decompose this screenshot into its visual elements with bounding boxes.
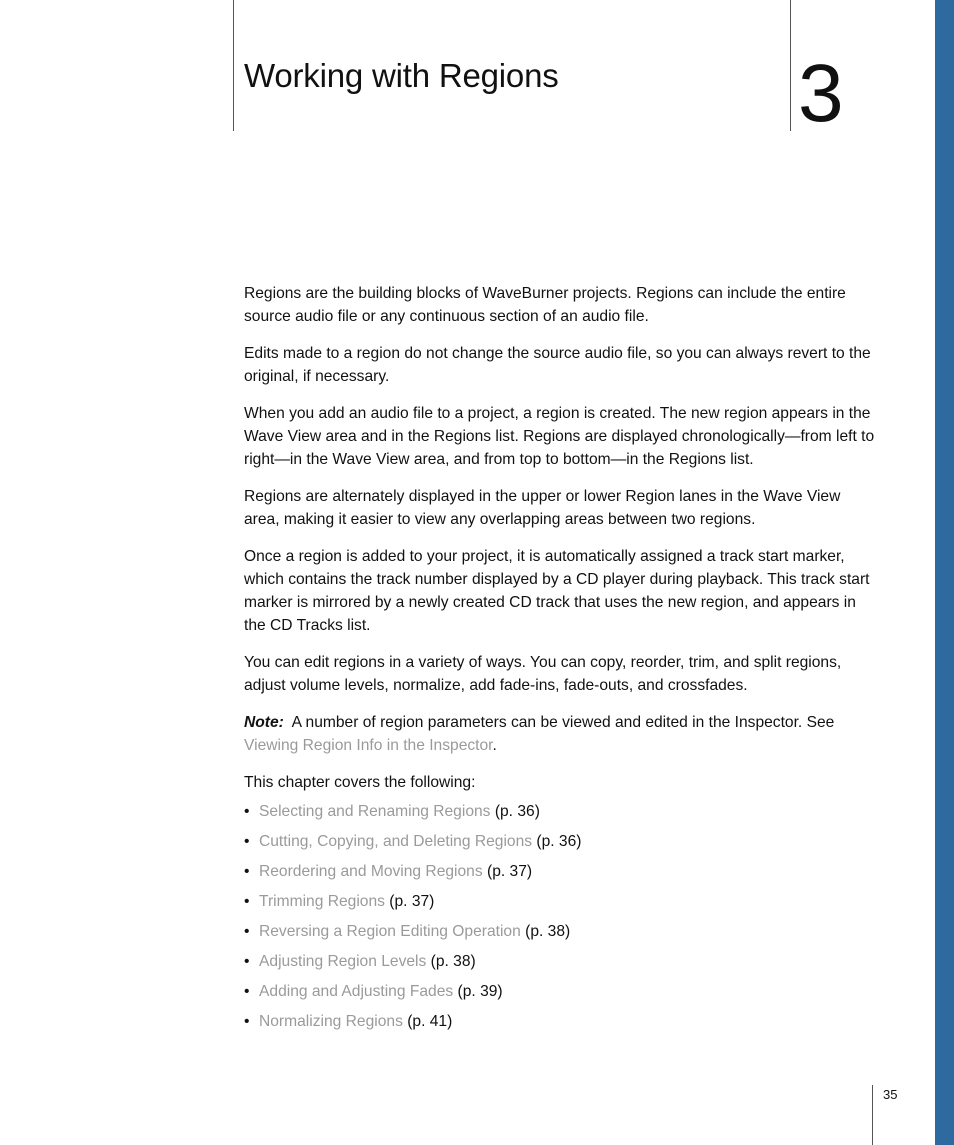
toc-page-ref: (p. 36) (536, 833, 582, 850)
body-paragraph: Regions are alternately displayed in the upper or lower Region lanes in the Wave View area, making it easier to view any overlapping areas between two regions. (244, 488, 841, 528)
toc-link-normalizing[interactable]: Normalizing Regions (259, 1013, 403, 1030)
toc-item (244, 830, 878, 860)
note-paragraph (244, 711, 878, 757)
bullet-icon: • (244, 863, 250, 880)
toc-item (244, 950, 878, 980)
header-rule-right (790, 0, 791, 131)
body-paragraph: When you add an audio file to a project, a region is created. The new region appears in the Wave View area and in the Regions list. Regions are displayed chronologically—from left to right—in the Wave View area, and from top to bottom—in the Regions list. (244, 405, 875, 468)
toc-page-ref: (p. 38) (430, 953, 476, 970)
toc-link-cutting-copying-deleting[interactable]: Cutting, Copying, and Deleting Regions (259, 833, 533, 850)
bullet-icon: • (244, 983, 250, 1000)
chapter-number: 3 (798, 48, 844, 139)
bullet-icon: • (244, 833, 250, 850)
bullet-icon: • (244, 1013, 250, 1030)
toc-link-trimming[interactable]: Trimming Regions (259, 893, 385, 910)
toc-link-reordering-moving[interactable]: Reordering and Moving Regions (259, 863, 483, 880)
toc-page-ref: (p. 37) (389, 893, 435, 910)
chapter-sidebar-tab (935, 0, 954, 1145)
toc-link-selecting-renaming[interactable]: Selecting and Renaming Regions (259, 803, 491, 820)
bullet-icon: • (244, 803, 250, 820)
note-label: Note: (244, 714, 284, 731)
page-number: 35 (883, 1087, 898, 1102)
chapter-body (244, 282, 878, 1040)
note-text: A number of region parameters can be viewed and edited in the Inspector. See (291, 714, 835, 731)
toc-page-ref: (p. 39) (457, 983, 503, 1000)
toc-link-adjusting-levels[interactable]: Adjusting Region Levels (259, 953, 427, 970)
toc-link-adding-fades[interactable]: Adding and Adjusting Fades (259, 983, 454, 1000)
body-paragraph: You can edit regions in a variety of ways. You can copy, reorder, trim, and split regions, adjust volume levels, normalize, add fade-ins, fade-outs, and crossfades. (244, 654, 842, 694)
footer-rule (872, 1085, 873, 1145)
body-paragraph: Once a region is added to your project, it is automatically assigned a track start marker, which contains the track number displayed by a CD player during playback. This track start marker is mirrored by a newly created CD track that uses the new region, and appears in the CD Tracks list. (244, 548, 870, 634)
toc-item (244, 980, 878, 1010)
body-paragraph: Regions are the building blocks of WaveBurner projects. Regions can include the entire source audio file or any continuous section of an audio file. (244, 285, 846, 325)
note-end: . (492, 737, 497, 754)
bullet-icon: • (244, 893, 250, 910)
toc-item (244, 890, 878, 920)
bullet-icon: • (244, 923, 250, 940)
toc-link-reversing-operation[interactable]: Reversing a Region Editing Operation (259, 923, 521, 940)
toc-item (244, 800, 878, 830)
toc-item (244, 860, 878, 890)
toc-page-ref: (p. 38) (525, 923, 571, 940)
body-paragraph: Edits made to a region do not change the source audio file, so you can always revert to the original, if necessary. (244, 345, 871, 385)
toc-page-ref: (p. 37) (487, 863, 533, 880)
chapter-title: Working with Regions (244, 57, 559, 94)
toc-page-ref: (p. 36) (494, 803, 540, 820)
toc-item (244, 1010, 878, 1040)
toc-item (244, 920, 878, 950)
toc-intro: This chapter covers the following: (244, 774, 476, 791)
toc-list (244, 800, 878, 1040)
bullet-icon: • (244, 953, 250, 970)
note-link-viewing-region-info[interactable]: Viewing Region Info in the Inspector (244, 737, 493, 754)
toc-page-ref: (p. 41) (407, 1013, 453, 1030)
header-rule-left (233, 0, 234, 131)
